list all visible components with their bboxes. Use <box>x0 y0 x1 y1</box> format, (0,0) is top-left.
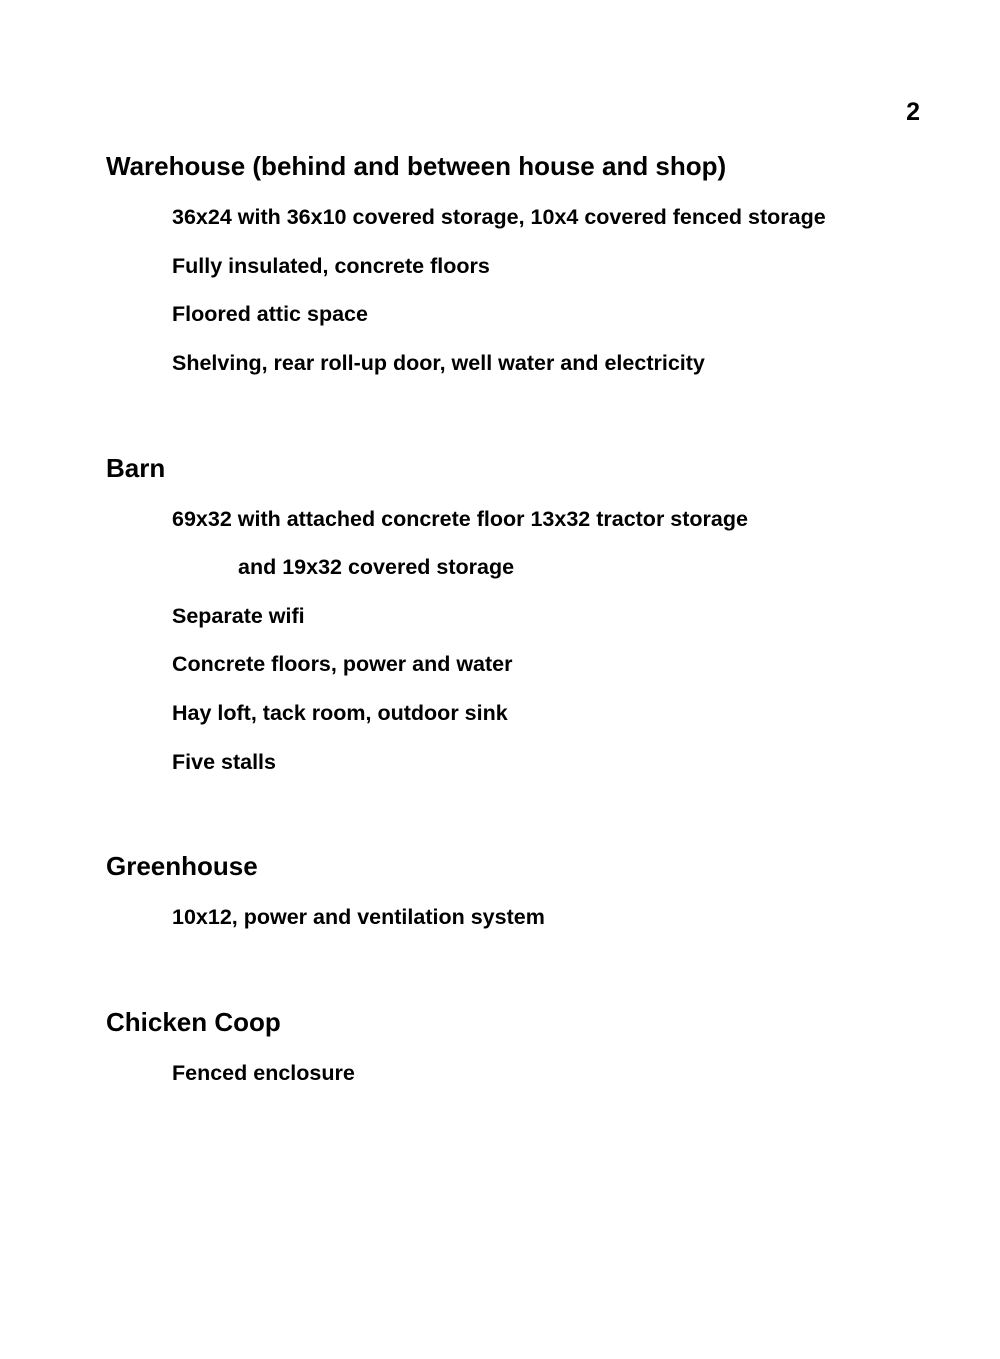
warehouse-item: Floored attic space <box>172 302 368 326</box>
chicken-coop-item: Fenced enclosure <box>172 1061 355 1085</box>
barn-item: Hay loft, tack room, outdoor sink <box>172 701 508 725</box>
warehouse-item: Fully insulated, concrete floors <box>172 254 490 278</box>
barn-item: Separate wifi <box>172 604 305 628</box>
barn-item: 69x32 with attached concrete floor 13x32 tractor storage <box>172 507 748 531</box>
barn-item: Concrete floors, power and water <box>172 652 513 676</box>
barn-item-continuation: and 19x32 covered storage <box>238 555 515 579</box>
barn-item: Five stalls <box>172 750 276 774</box>
warehouse-item: 36x24 with 36x10 covered storage, 10x4 covered fenced storage <box>172 205 826 229</box>
page-number: 2 <box>906 98 920 126</box>
section-heading-barn: Barn <box>106 453 166 483</box>
section-heading-warehouse: Warehouse (behind and between house and shop) <box>106 151 727 181</box>
greenhouse-item: 10x12, power and ventilation system <box>172 905 545 929</box>
section-heading-chicken-coop: Chicken Coop <box>106 1007 281 1037</box>
section-heading-greenhouse: Greenhouse <box>106 851 258 881</box>
warehouse-item: Shelving, rear roll-up door, well water and electricity <box>172 351 705 375</box>
